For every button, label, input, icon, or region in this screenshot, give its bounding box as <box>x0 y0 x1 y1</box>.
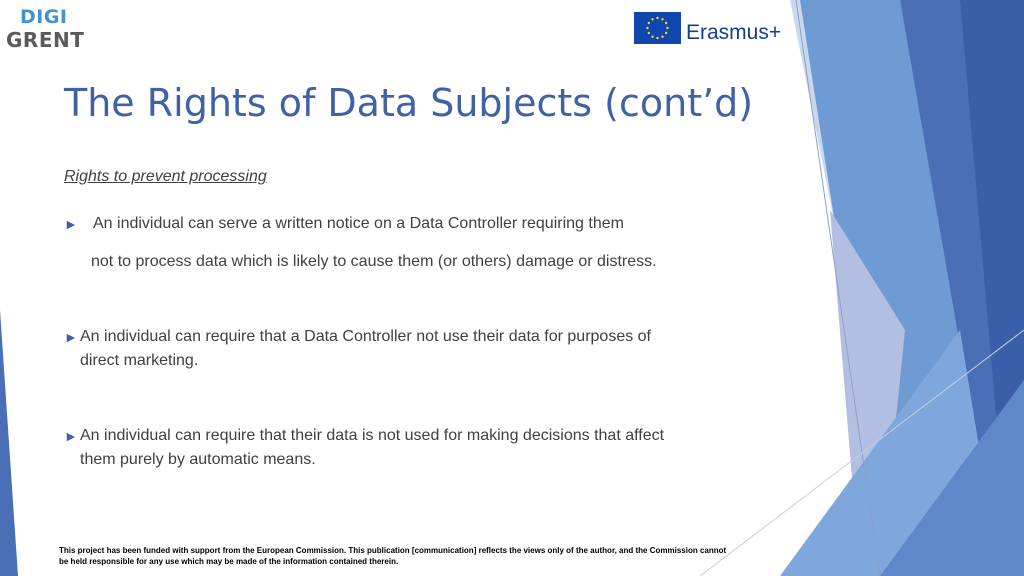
digi-grent-logo <box>6 6 88 52</box>
logo-line-1: DIGI <box>20 6 68 28</box>
bullet-2-line-1: An individual can require that a Data Controller not use their data for purposes of <box>80 328 651 345</box>
funding-disclaimer <box>59 545 769 567</box>
bullet-arrow-icon: ► <box>64 329 78 345</box>
bullet-arrow-icon: ► <box>64 428 78 444</box>
bullet-3-line-1: An individual can require that their data is not used for making decisions that affect <box>80 427 665 444</box>
bullet-1-line-2: not to process data which is likely to cause them (or others) damage or distress. <box>91 253 657 270</box>
erasmus-wordmark: Erasmus+ <box>686 21 782 44</box>
logo-line-2: GRENT <box>6 28 85 52</box>
disclaimer-line-2: be held responsible for any use which may be made of the information contained therein. <box>59 557 399 566</box>
bullet-3-line-2: them purely by automatic means. <box>80 451 316 468</box>
disclaimer-line-1: This project has been funded with support from the European Commission. This publication [communication] reflects the views only of the author, and the Commission cannot <box>59 546 727 555</box>
section-subheading: Rights to prevent processing <box>64 168 267 185</box>
eu-flag-icon <box>634 12 681 44</box>
bullet-arrow-icon: ► <box>64 216 78 232</box>
bullet-2-line-2: direct marketing. <box>80 352 199 369</box>
page-title: The Rights of Data Subjects (cont’d) <box>64 81 754 126</box>
erasmus-logo <box>634 12 794 48</box>
bullet-1-line-1: An individual can serve a written notice on a Data Controller requiring them <box>93 215 624 232</box>
